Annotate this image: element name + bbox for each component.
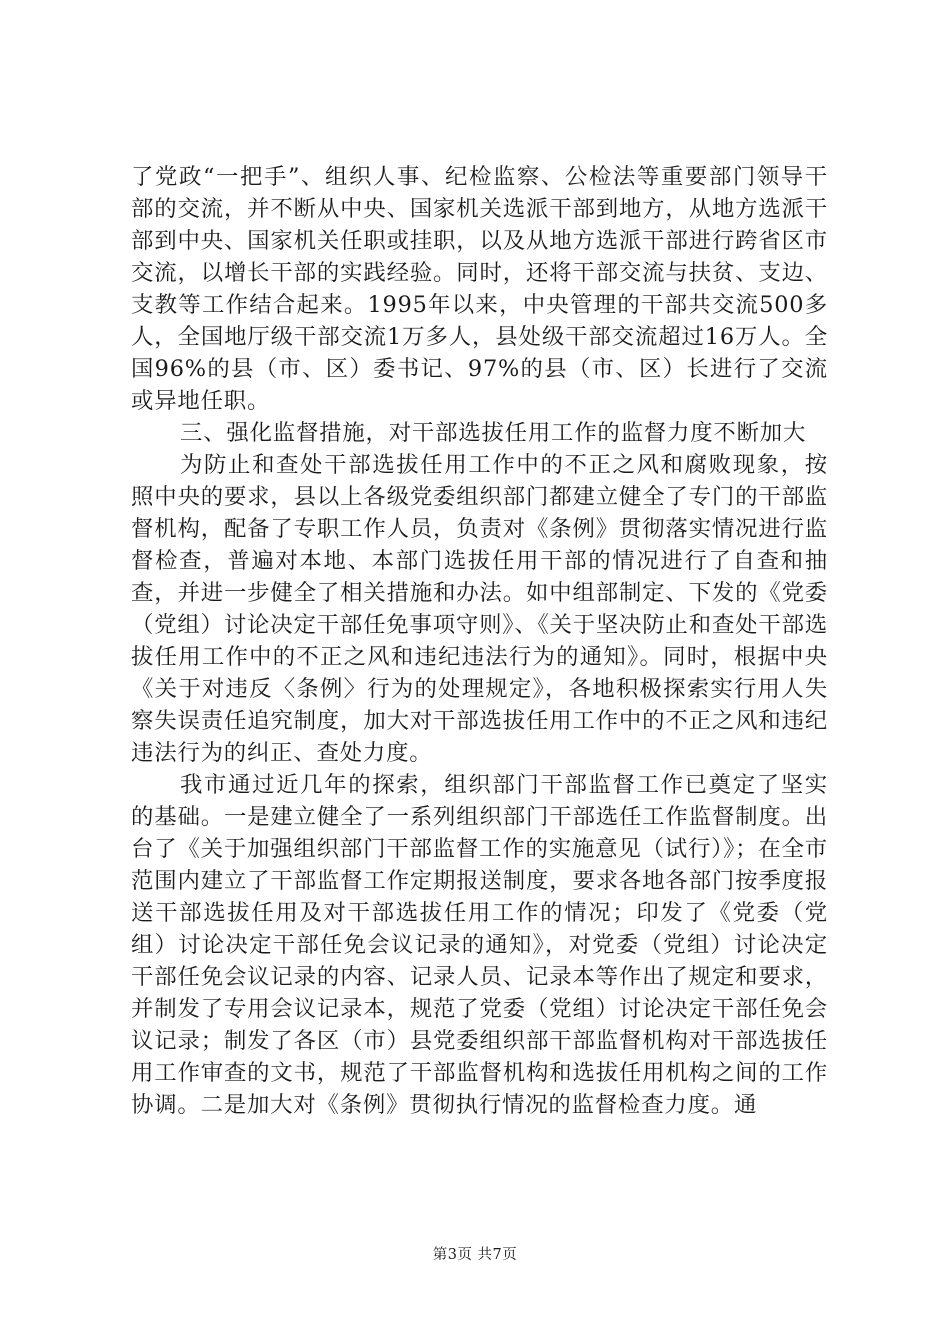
paragraph-supervision: 为防止和查处干部选拔任用工作中的不正之风和腐败现象，按照中央的要求，县以上各级党委组织部门都建立健全了专门的干部监督机构，配备了专职工作人员，负责对《条例》贯彻落实情况进行监督检查，普遍对本地、本部门选拔任用干部的情况进行了自查和抽查，并进一步健全了相关措施和办法。如中组部制定、下发的《党委（党组）讨论决定干部任免事项守则》、《关于坚决防止和查处干部选拔任用工作中的不正之风和违纪违法行为的通知》。同时，根据中央《关于对违反〈条例〉行为的处理规定》，各地积极探索实行用人失察失误责任追究制度，加大对干部选拔任用工作中的不正之风和违纪违法行为的纠正、查处力度。 [131,452,828,766]
section-heading: 三、强化监督措施，对干部选拔任用工作的监督力度不断加大 [180,420,807,446]
paragraph-continuation: 了党政“一把手”、组织人事、纪检监察、公检法等重要部门领导干部的交流，并不断从中央、国家机关选派干部到地方，从地方选派干部到中央、国家机关任职或挂职，以及从地方选派干部进行跨省区市交流，以增长干部的实践经验。同时，还将干部交流与扶贫、支边、支教等工作结合起来。1995年以来，中央管理的干部共交流500多人，全国地厅级干部交流1万多人，县处级干部交流超过16万人。全国96%的县（市、区）委书记、97%的县（市、区）长进行了交流或异地任职。 [131,164,828,414]
page-footer: 第3页 共7页 [432,1247,518,1263]
paragraph-city-practice: 我市通过近几年的探索，组织部门干部监督工作已奠定了坚实的基础。一是建立健全了一系列组织部门干部选任工作监督制度。出台了《关于加强组织部门干部监督工作的实施意见（试行）》；在全市范围内建立了干部监督工作定期报送制度，要求各地各部门按季度报送干部选拔任用及对干部选拔任用工作的情况；印发了《党委（党组）讨论决定干部任免会议记录的通知》，对党委（党组）讨论决定干部任免会议记录的内容、记录人员、记录本等作出了规定和要求，并制发了专用会议记录本，规范了党委（党组）讨论决定干部任免会议记录；制发了各区（市）县党委组织部干部监督机构对干部选拔任用工作审查的文书，规范了干部监督机构和选拔任用机构之间的工作协调。二是加大对《条例》贯彻执行情况的监督检查力度。通 [131,772,828,1118]
document-body [131,161,828,1121]
